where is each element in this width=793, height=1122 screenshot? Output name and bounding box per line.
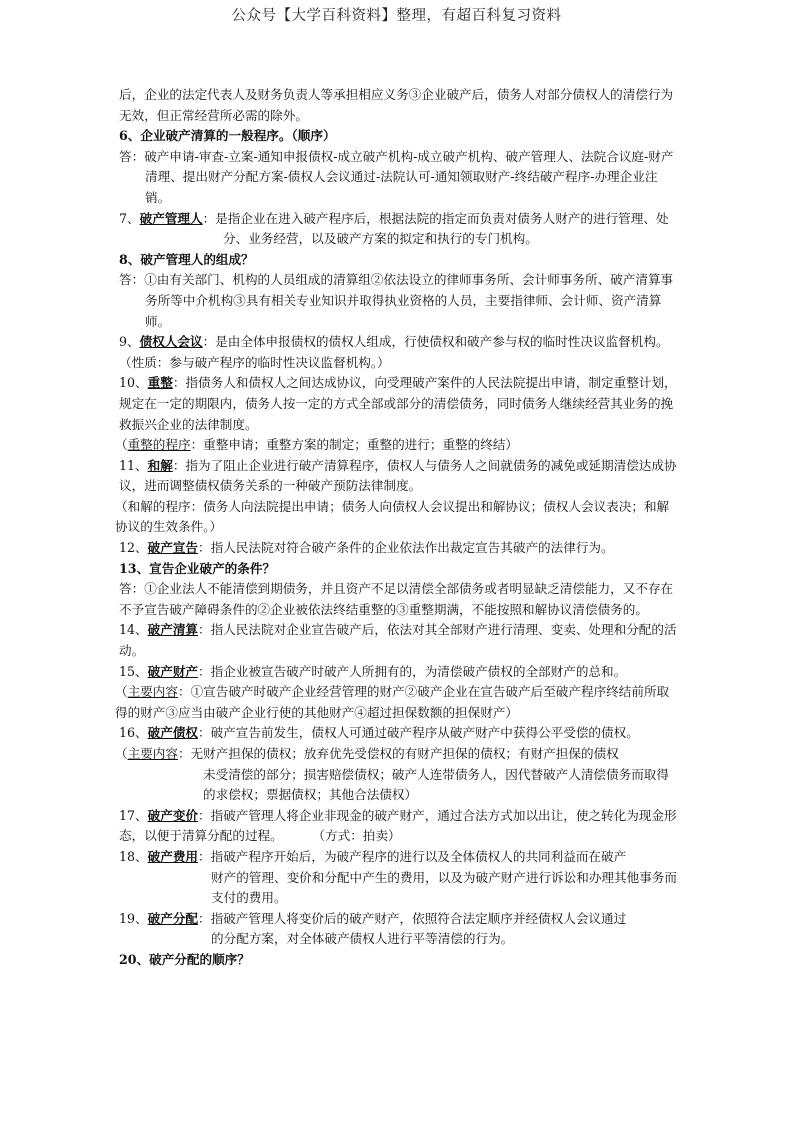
term-definition: ：是由全体申报债权的债权人组成，行使债权和破产参与权的临时性决议监督机构。（性质：参与破产程序的临时性决议监督机构。） (119, 334, 669, 370)
page-header: 公众号【大学百科资料】整理，有超百科复习资料 (231, 8, 562, 24)
paragraph: 后，企业的法定代表人及财务负责人等承担相应义务③企业破产后，债务人对部分债权人的清偿行为无效，但正常经营所必需的除外。 (119, 87, 674, 123)
main-content-text: ：①宣告破产时破产企业经营管理的财产②破产企业在宣告破产后至破产程序终结前所取得的财产③应当由破产企业行使的其他财产④超过担保数额的担保财产） (115, 684, 670, 720)
term-10 (119, 373, 681, 435)
procedure-text: ：重整申请；重整方案的制定；重整的进行；重整的终结） (190, 437, 518, 453)
term-18 (119, 847, 681, 868)
term-title: 破产分配 (147, 910, 198, 926)
term-definition: ：指企业被宣告破产时破产人所拥有的，为清偿破产债权的全部财产的总和。 (198, 663, 627, 679)
term-definition: ：指人民法院对符合破产条件的企业依法作出裁定宣告其破产的法律行为。 (198, 540, 614, 556)
term-title: 破产债权 (147, 725, 198, 741)
answer-label: 答： (119, 148, 145, 164)
term-number: 12、 (119, 540, 148, 556)
term-9 (119, 332, 681, 373)
paren: （ (115, 684, 128, 700)
question-6: 6、企业破产清算的一般程序。（顺序） (119, 128, 336, 144)
document-body (115, 85, 681, 971)
question-20: 20、破产分配的顺序？ (119, 951, 250, 967)
term-19 (119, 909, 681, 930)
term-title: 和解 (147, 457, 173, 473)
term-number: 16、 (119, 725, 148, 741)
term-title: 破产费用 (147, 848, 198, 864)
term-number: 9、 (119, 334, 140, 350)
paren: （ (115, 746, 128, 761)
term-definition: ：指人民法院对企业宣告破产后，依法对其全部财产进行清理、变卖、处理和分配的活动。 (119, 622, 677, 659)
term-7 (119, 209, 681, 250)
term-number: 10、 (119, 375, 148, 391)
term-14 (119, 620, 681, 661)
term-number: 15、 (119, 663, 148, 679)
term-17 (119, 806, 681, 847)
term-title: 重整 (147, 375, 173, 391)
term-definition: ：指破产管理人将变价后的破产财产，依照符合法定顺序并经债权人会议通过 (198, 910, 627, 926)
term-18-cont: 财产的管理、变价和分配中产生的费用，以及为破产财产进行诉讼和办理其他事务而支付的费用。 (211, 869, 677, 906)
term-definition: ：是指企业在进入破产程序后，根据法院的指定而负责对债务人财产的进行管理、处分、业务经营，以及破产方案的拟定和执行的专门机构。 (202, 210, 669, 247)
term-16 (119, 723, 681, 744)
answer-6 (119, 147, 681, 209)
term-15-main-content (115, 682, 681, 723)
term-title: 破产清算 (147, 622, 198, 638)
term-12 (119, 538, 681, 559)
term-definition: ：指为了阻止企业进行破产清算程序，债权人与债务人之间就债务的减免或延期清偿达成协议，进而调整债权债务关系的一种破产预防法律制度。 (119, 457, 677, 494)
term-17-way: （方式：拍卖） (318, 828, 401, 844)
term-16-main-content-cont: 未受清偿的部分；损害赔偿债权；破产人连带债务人，因代替破产人清偿债务而取得的求偿权；票据债权；其他合法债权） (203, 766, 669, 803)
term-10-procedure (115, 435, 681, 456)
term-number: 18、 (119, 848, 148, 864)
answer-8 (119, 270, 681, 332)
term-11-procedure: （和解的程序：债务人向法院提出申请；债务人向债权人会议提出和解协议；债权人会议表决；和解协议的生效条件。） (115, 498, 670, 535)
term-11 (119, 456, 681, 497)
main-content-label: 主要内容 (127, 746, 178, 761)
term-15 (119, 662, 681, 683)
question-8: 8、破产管理人的组成？ (119, 251, 254, 267)
answer-text: ①由有关部门、机构的人员组成的清算组②依法设立的律师事务所、会计师事务所、破产清算事务所等中介机构③具有相关专业知识并取得执业资格的人员，主要指律师、会计师、资产清算师。 (144, 272, 674, 329)
term-number: 7、 (119, 210, 140, 226)
term-number: 17、 (119, 807, 148, 823)
term-title: 破产管理人 (139, 210, 203, 226)
term-19-cont: 的分配方案，对全体破产债权人进行平等清偿的行为。 (211, 931, 514, 947)
term-number: 11、 (119, 457, 148, 473)
main-content-label: 主要内容 (127, 684, 178, 700)
term-number: 14、 (119, 622, 148, 638)
term-definition: ：指破产管理人将企业非现金的破产财产，通过合法方式加以出让，使之转化为现金形态，以便于清算分配的过程。 (119, 807, 677, 844)
answer-label: 答： (119, 272, 145, 288)
term-title: 破产宣告 (147, 540, 198, 556)
main-content-text: ：无财产担保的债权；放弃优先受偿权的有财产担保的债权；有财产担保的债权 (177, 746, 619, 761)
term-definition: ：指债务人和债权人之间达成协议，向受理破产案件的人民法院提出申请，制定重整计划，规定在一定的期限内，债务人按一定的方式全部或部分的清偿债务，同时债务人继续经营其业务的挽救振兴企业的法律制度。 (119, 375, 677, 432)
question-13: 13、宣告企业破产的条件？ (119, 560, 276, 576)
term-number: 19、 (119, 910, 148, 926)
paren: （ (115, 437, 128, 453)
term-title: 破产变价 (147, 807, 198, 823)
term-definition: ：破产宣告前发生，债权人可通过破产程序从破产财产中获得公平受偿的债权。 (198, 725, 639, 741)
term-title: 债权人会议 (139, 334, 203, 350)
term-definition: ：指破产程序开始后，为破产程序的进行以及全体债权人的共同利益而在破产 (198, 848, 627, 864)
term-16-main-content (115, 744, 681, 765)
answer-text: 破产申请-审查-立案-通知申报债权-成立破产机构-成立破产机构、破产管理人、法院合议庭-财产清理、提出财产分配方案-债权人会议通过-法院认可-通知领取财产-终结破产程序-办理企业注销。 (144, 148, 674, 205)
answer-13: 答：①企业法人不能清偿到期债务，并且资产不足以清偿全部债务或者明显缺乏清偿能力，又不存在不予宣告破产障碍条件的②企业被依法终结重整的③重整期满，不能按照和解协议清偿债务的。 (119, 581, 674, 617)
term-title: 破产财产 (147, 663, 198, 679)
procedure-label: 重整的程序 (127, 437, 191, 453)
